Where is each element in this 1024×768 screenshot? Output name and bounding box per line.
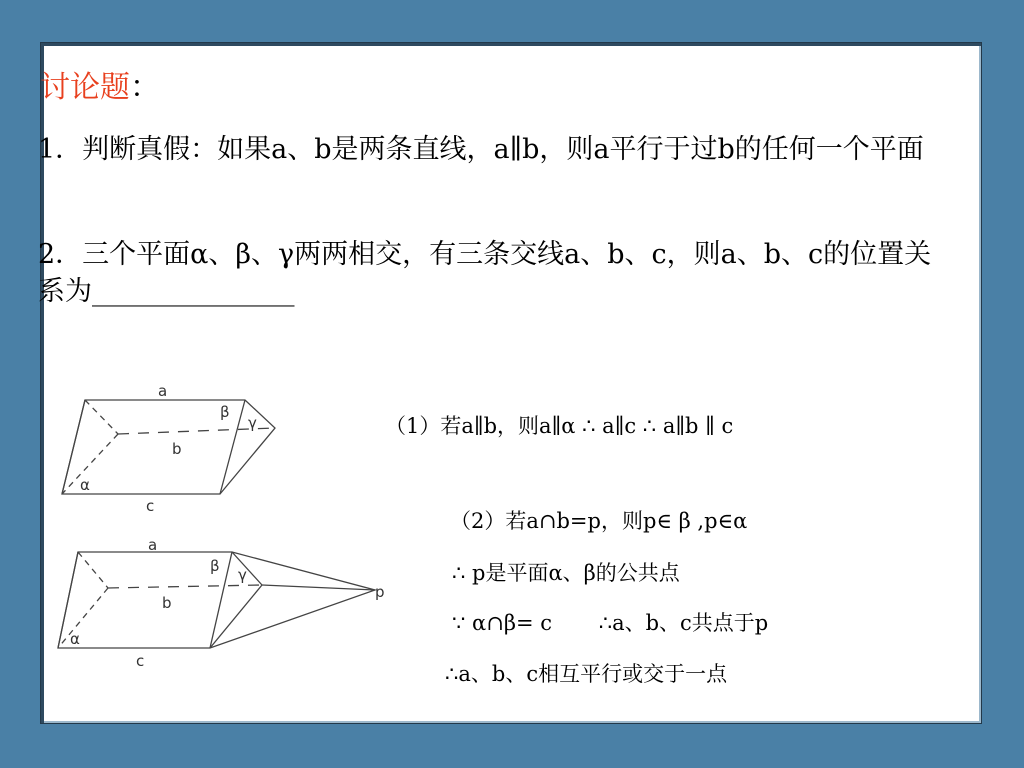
d2-label-alpha: α — [70, 630, 80, 648]
diagram-parallel — [62, 400, 275, 494]
d2-label-gamma: γ — [238, 566, 247, 584]
dashed2-top — [78, 552, 108, 588]
note-line4: ∵ α∩β= c ∴a、b、c共点于p — [452, 611, 769, 635]
dashed-top — [85, 400, 118, 434]
note-case1: （1）若a∥b，则a∥α ∴ a∥c ∴ a∥b ∥ c — [385, 414, 734, 438]
prism-outline — [62, 400, 275, 494]
dashed2-bottom — [58, 588, 108, 648]
d2-label-c: c — [136, 652, 145, 670]
note-line3: ∴ p是平面α、β的公共点 — [452, 561, 680, 585]
d2-label-p: p — [375, 583, 385, 601]
title-colon: ： — [130, 70, 160, 105]
d2-label-b: b — [162, 594, 172, 612]
question-1: 1．判断真假：如果a、b是两条直线，a∥b，则a平行于过b的任何一个平面 — [38, 134, 924, 165]
question-2: 2．三个平面α、β、γ两两相交，有三条交线a、b、c，则a、b、c的位置关系为_______________ — [38, 239, 932, 307]
title-text: 讨论题 — [40, 70, 130, 105]
dashed-bottom — [62, 434, 118, 494]
d2-label-beta: β — [210, 557, 220, 575]
d1-label-beta: β — [220, 403, 230, 421]
note-line5: ∴a、b、c相互平行或交于一点 — [445, 662, 728, 686]
d1-label-gamma: γ — [248, 414, 257, 432]
line-to-p-front — [232, 552, 262, 585]
d2-label-a: a — [148, 536, 158, 554]
d1-label-b: b — [172, 440, 182, 458]
d1-label-alpha: α — [80, 476, 90, 494]
note-case2: （2）若a∩b=p，则p∈ β ,p∈α — [450, 509, 748, 533]
dashed2-b — [108, 585, 262, 588]
d1-label-c: c — [146, 497, 155, 515]
d1-label-a: a — [158, 382, 168, 400]
